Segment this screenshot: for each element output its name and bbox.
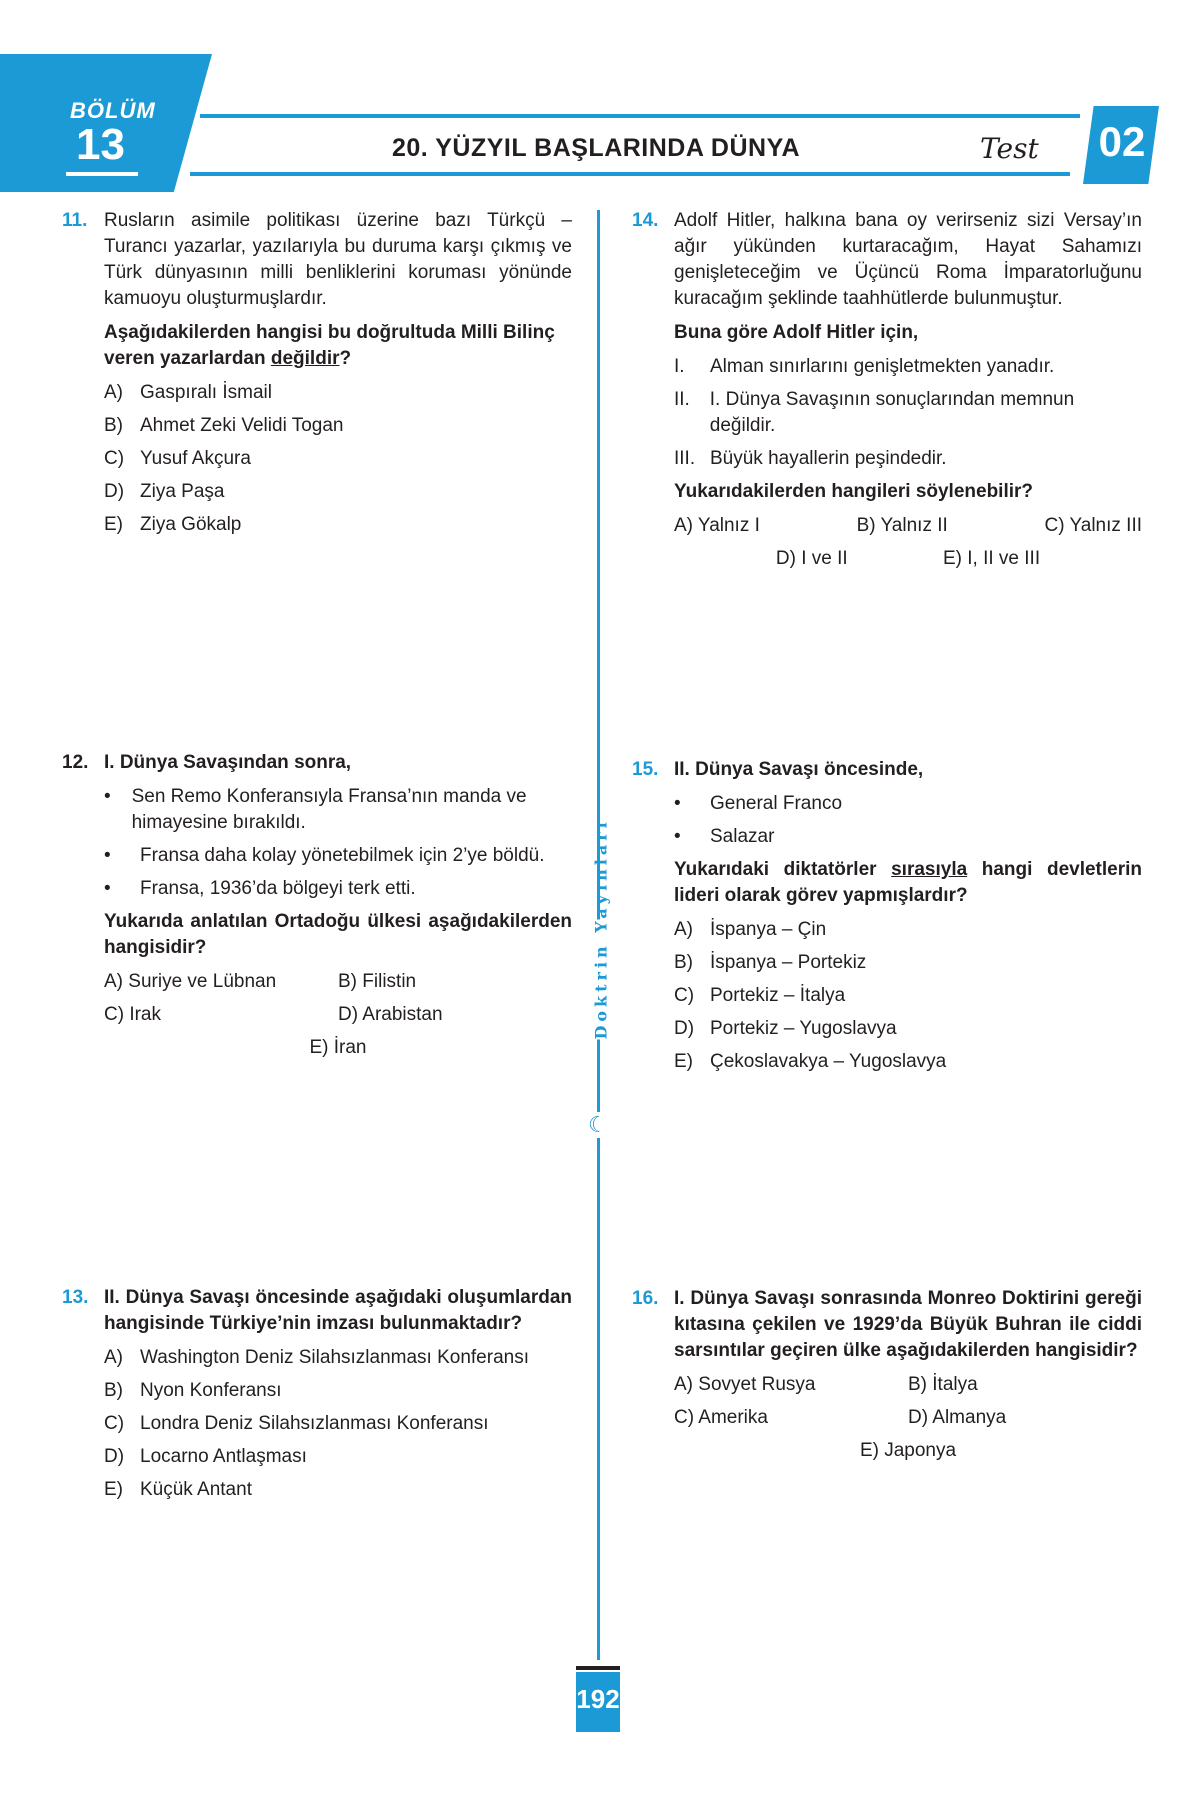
option-b[interactable]: B) Nyon Konferansı bbox=[104, 1380, 282, 1401]
option-a[interactable]: A) Yalnız I bbox=[674, 515, 760, 536]
option-d[interactable]: D) Portekiz – Yugoslavya bbox=[674, 1018, 897, 1039]
option-c[interactable]: C) Londra Deniz Silahsızlanması Konferansı bbox=[104, 1413, 489, 1434]
option-a[interactable]: A) Washington Deniz Silahsızlanması Konferansı bbox=[104, 1347, 529, 1368]
option-b[interactable]: B) İtalya bbox=[908, 1374, 978, 1395]
bullet-item: • General Franco bbox=[674, 793, 843, 814]
question-11 bbox=[62, 208, 572, 545]
question-prompt: I. Dünya Savaşı sonrasında Monreo Doktirini gereği kıtasına çekilen ve 1929’da Büyük Buhran ile ciddi sarsıntılar geçiren ülke aşağıdakilerden hangisidir? bbox=[674, 1288, 1142, 1361]
chapter-label: BÖLÜM bbox=[70, 98, 156, 123]
option-e[interactable]: E) Çekoslavakya – Yugoslavya bbox=[674, 1051, 947, 1072]
question-14 bbox=[632, 208, 1142, 579]
option-e[interactable]: E) I, II ve III bbox=[942, 548, 1041, 569]
publisher-logo-icon: ☾ bbox=[588, 1112, 608, 1137]
question-number: 11. bbox=[62, 210, 88, 231]
option-b[interactable]: B) Filistin bbox=[338, 971, 417, 992]
page-title: 20. YÜZYIL BAŞLARINDA DÜNYA bbox=[392, 134, 801, 162]
question-prompt: II. Dünya Savaşı öncesinde aşağıdaki oluşumlardan hangisinde Türkiye’nin imzası bulunmaktadır? bbox=[104, 1287, 572, 1334]
question-number: 16. bbox=[632, 1288, 659, 1309]
chapter-number: 13 bbox=[76, 120, 125, 169]
question-number: 13. bbox=[62, 1287, 89, 1308]
bullet-item: • Sen Remo Konferansıyla Fransa’nın manda ve himayesine bırakıldı. bbox=[104, 786, 527, 833]
option-d[interactable]: D) I ve II bbox=[775, 548, 848, 569]
statement-item: I. Alman sınırlarını genişletmekten yanadır. bbox=[674, 356, 1055, 377]
statement-item: II. I. Dünya Savaşının sonuçlarından memnun değildir. bbox=[674, 389, 1075, 436]
question-stem: Rusların asimile politikası üzerine bazı Türkçü – Turancı yazarlar, yazılarıyla bu duruma karşı çıkmış ve Türk dünyasının milli benliklerini koruması yönünde kamuoyu oluşturmuşlardır. bbox=[104, 210, 572, 309]
option-a[interactable]: A) Gaspıralı İsmail bbox=[104, 382, 272, 403]
test-label: Test bbox=[980, 132, 1039, 165]
option-c[interactable]: C) Yalnız III bbox=[1044, 515, 1142, 536]
negation-word: değildir bbox=[270, 348, 340, 369]
option-d[interactable]: D) Arabistan bbox=[338, 1004, 443, 1025]
bullet-item: • Salazar bbox=[674, 826, 775, 847]
bullet-item: • Fransa, 1936’da bölgeyi terk etti. bbox=[104, 878, 416, 899]
question-prompt: Aşağıdakilerden hangisi bu doğrultuda Milli Bilinç veren yazarlardan değildir? bbox=[104, 322, 555, 369]
question-number: 12. bbox=[62, 752, 89, 773]
statement-item: III. Büyük hayallerin peşindedir. bbox=[674, 448, 947, 469]
option-c[interactable]: C) Irak bbox=[104, 1004, 161, 1025]
header-rule-top bbox=[200, 114, 1080, 118]
question-intro: II. Dünya Savaşı öncesinde, bbox=[674, 759, 924, 780]
option-c[interactable]: C) Portekiz – İtalya bbox=[674, 985, 846, 1006]
option-b[interactable]: B) İspanya – Portekiz bbox=[674, 952, 867, 973]
question-stem: Adolf Hitler, halkına bana oy verirseniz sizi Versay’ın ağır yükünden kurtaracağım, Hayat Sahamızı genişleteceğim ve Üçüncü Roma İmparatorluğunu kuracağım şeklinde taahhütlerde bulunmuştur. bbox=[674, 210, 1142, 309]
option-b[interactable]: B) Yalnız II bbox=[856, 515, 948, 536]
option-a[interactable]: A) Sovyet Rusya bbox=[674, 1374, 816, 1395]
question-number: 15. bbox=[632, 759, 659, 780]
bullet-item: • Fransa daha kolay yönetebilmek için 2’ye böldü. bbox=[104, 845, 545, 866]
question-prompt: Yukarıda anlatılan Ortadoğu ülkesi aşağıdakilerden hangisidir? bbox=[104, 911, 572, 958]
page-number: 192 bbox=[576, 1684, 620, 1714]
option-e[interactable]: E) Ziya Gökalp bbox=[104, 514, 242, 535]
option-c[interactable]: C) Yusuf Akçura bbox=[104, 448, 251, 469]
option-e[interactable]: E) Küçük Antant bbox=[104, 1479, 252, 1500]
chapter-underline bbox=[66, 172, 138, 176]
publisher-side-label: Doktrin Yayınları bbox=[591, 818, 611, 1040]
question-13 bbox=[62, 1285, 572, 1510]
option-e[interactable]: E) Japonya bbox=[859, 1440, 957, 1461]
option-d[interactable]: D) Locarno Antlaşması bbox=[104, 1446, 307, 1467]
question-12 bbox=[62, 750, 572, 1068]
test-number: 02 bbox=[1098, 118, 1146, 165]
emphasis-word: sırasıyla bbox=[891, 859, 968, 880]
question-lead: Buna göre Adolf Hitler için, bbox=[674, 322, 919, 343]
option-b[interactable]: B) Ahmet Zeki Velidi Togan bbox=[104, 415, 344, 436]
page-number-rule bbox=[576, 1666, 620, 1670]
question-prompt: Yukarıdaki diktatörler sırasıyla hangi devletlerin lideri olarak görev yapmışlardır? bbox=[674, 859, 1142, 906]
option-d[interactable]: D) Almanya bbox=[908, 1407, 1007, 1428]
option-a[interactable]: A) Suriye ve Lübnan bbox=[104, 971, 277, 992]
option-a[interactable]: A) İspanya – Çin bbox=[674, 919, 827, 940]
option-c[interactable]: C) Amerika bbox=[674, 1407, 768, 1428]
question-15 bbox=[632, 757, 1142, 1082]
question-16 bbox=[632, 1286, 1142, 1471]
option-d[interactable]: D) Ziya Paşa bbox=[104, 481, 225, 502]
option-e[interactable]: E) İran bbox=[309, 1037, 367, 1058]
question-prompt: Yukarıdakilerden hangileri söylenebilir? bbox=[674, 481, 1034, 502]
question-intro: I. Dünya Savaşından sonra, bbox=[104, 752, 352, 773]
header-rule-bottom bbox=[190, 172, 1070, 176]
question-number: 14. bbox=[632, 210, 659, 231]
